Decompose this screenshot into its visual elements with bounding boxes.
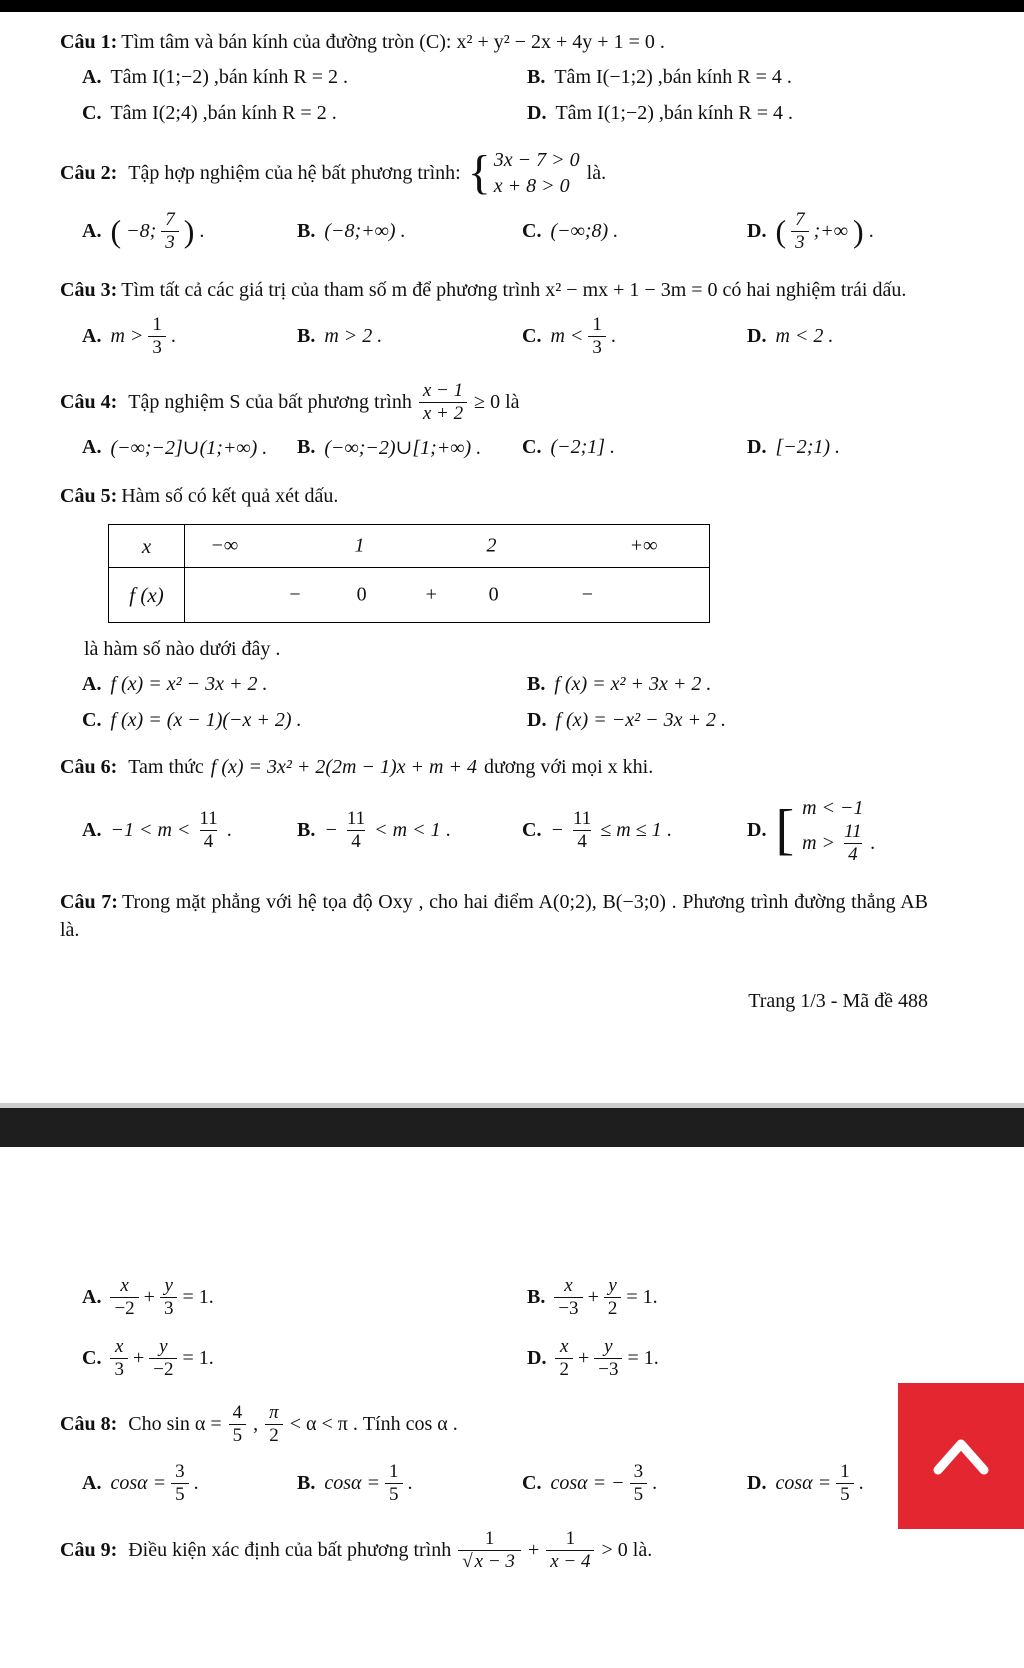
- fraction: [588, 314, 606, 359]
- option-label: B.: [527, 66, 546, 88]
- fraction: [265, 1402, 283, 1447]
- option-b: [297, 1461, 522, 1506]
- numerator: 11: [199, 808, 218, 830]
- numerator: 7: [795, 209, 805, 230]
- denominator: 2: [604, 1297, 622, 1320]
- table-cell: 0: [488, 583, 499, 606]
- question-5-label: Câu 5:: [60, 485, 118, 508]
- numerator: 7: [165, 209, 175, 230]
- numerator: x: [120, 1275, 129, 1296]
- numerator: 3: [633, 1461, 644, 1483]
- option-label: C.: [522, 1471, 542, 1494]
- question-1-text: Tìm tâm và bán kính của đường tròn (C): x² + y² − 2x + 4y + 1 = 0 .: [121, 31, 665, 53]
- option-b: [297, 435, 522, 460]
- option-text: cosα =: [110, 1471, 167, 1494]
- question-4-text-after: ≥ 0 là: [474, 391, 520, 414]
- denominator: 5: [836, 1483, 854, 1506]
- option-label: A.: [82, 1285, 102, 1308]
- fraction: [594, 1336, 622, 1381]
- option-text: f (x) = x² − 3x + 2 .: [110, 673, 268, 696]
- option-label: D.: [747, 324, 767, 347]
- option-end: .: [170, 324, 176, 347]
- question-8-line: [60, 1402, 928, 1447]
- radicand: x − 3: [474, 1550, 515, 1572]
- question-4-options: [60, 435, 928, 460]
- option-c: [82, 709, 527, 732]
- denominator: 3: [160, 1297, 178, 1320]
- option-label: C.: [522, 219, 542, 242]
- option-end: .: [870, 832, 876, 855]
- option-text: m <: [550, 324, 584, 347]
- option-end: = 1.: [626, 1285, 658, 1308]
- option-end: .: [858, 1471, 864, 1494]
- option-label: A.: [82, 436, 102, 459]
- question-8-label: Câu 8:: [60, 1413, 118, 1436]
- numerator: y: [164, 1275, 173, 1296]
- sign-table-row-fx: [109, 568, 710, 623]
- option-label: A.: [82, 1471, 102, 1494]
- denominator: [458, 1550, 521, 1573]
- question-8-text: Cho sin α =: [128, 1413, 222, 1436]
- question-1-label: Câu 1:: [60, 31, 118, 53]
- option-d: [747, 209, 928, 254]
- option-end: = 1.: [627, 1346, 659, 1369]
- fraction: [110, 1336, 128, 1381]
- option-d: [747, 795, 928, 866]
- option-label: C.: [82, 102, 102, 124]
- question-3-options: [60, 314, 928, 359]
- option-label: D.: [747, 818, 767, 841]
- sign-table-row-x: [109, 525, 710, 568]
- question-9-text: Điều kiện xác định của bất phương trình: [128, 1538, 452, 1561]
- option-c: [522, 314, 747, 359]
- option-text: [−2;1) .: [775, 436, 841, 459]
- open-paren: (: [775, 213, 787, 250]
- table-cell: +∞: [629, 534, 658, 557]
- sign-table-header-x: x: [109, 525, 185, 568]
- bracket-line-1: m < −1: [802, 797, 864, 820]
- question-9: [60, 1528, 928, 1573]
- numerator: 11: [572, 808, 592, 830]
- question-6-options: [60, 795, 928, 866]
- numerator: 1: [484, 1527, 495, 1549]
- option-label: D.: [527, 1346, 547, 1369]
- option-b: [527, 1275, 928, 1320]
- system-line-2: x + 8 > 0: [493, 175, 570, 197]
- question-1-options: [60, 66, 928, 125]
- numerator: 3: [175, 1461, 185, 1483]
- top-bar: [0, 0, 1024, 12]
- question-8-options: [60, 1461, 928, 1506]
- question-2-line: [60, 147, 928, 199]
- question-8: [60, 1402, 928, 1505]
- denominator: 3: [161, 231, 179, 254]
- numerator: x: [114, 1335, 124, 1357]
- bracket-line-2: [802, 821, 876, 866]
- fraction: [229, 1402, 247, 1447]
- fraction: [630, 1461, 648, 1506]
- denominator: −2: [149, 1358, 177, 1381]
- option-text: (−2;1] .: [550, 436, 616, 459]
- fraction: [171, 1461, 189, 1506]
- option-text: cosα =: [324, 1471, 380, 1494]
- denominator: 2: [265, 1424, 283, 1447]
- option-label: D.: [747, 219, 767, 242]
- denominator: −2: [110, 1297, 138, 1320]
- option-end: .: [652, 1471, 658, 1494]
- question-5-text: Hàm số có kết quả xét dấu.: [121, 485, 339, 508]
- option-end: .: [226, 818, 232, 841]
- page-footer: [60, 990, 928, 1013]
- table-cell: −∞: [210, 534, 239, 557]
- option-d: [747, 325, 928, 348]
- fraction: [546, 1528, 594, 1573]
- question-7-label: Câu 7:: [60, 890, 118, 913]
- option-text: m >: [110, 324, 144, 347]
- question-3-label: Câu 3:: [60, 278, 118, 301]
- denominator: 5: [630, 1483, 648, 1506]
- option-label: D.: [747, 436, 767, 459]
- question-5: [60, 482, 928, 732]
- radical-sign: √: [462, 1550, 473, 1572]
- question-2-label: Câu 2:: [60, 161, 118, 184]
- option-label: B.: [297, 219, 316, 242]
- denominator: 4: [573, 830, 591, 853]
- plus-sign: +: [577, 1346, 590, 1369]
- option-label: D.: [747, 1471, 767, 1494]
- option-text: m >: [802, 832, 836, 855]
- option-label: A.: [82, 324, 102, 347]
- fraction: [195, 808, 221, 853]
- question-6-label: Câu 6:: [60, 756, 118, 779]
- separator-dark-band: [0, 1108, 1024, 1147]
- fraction: [836, 1461, 854, 1506]
- option-text: f (x) = (x − 1)(−x + 2) .: [110, 709, 302, 732]
- fraction: [555, 1336, 573, 1381]
- plus-sign: +: [132, 1346, 145, 1369]
- numerator: 1: [389, 1461, 399, 1483]
- option-label: B.: [297, 436, 316, 459]
- question-4-text: Tập nghiệm S của bất phương trình: [128, 391, 412, 414]
- denominator: 4: [844, 843, 862, 866]
- close-paren: ): [853, 213, 864, 250]
- fraction: [458, 1528, 521, 1573]
- question-2-text: Tập hợp nghiệm của hệ bất phương trình:: [128, 161, 461, 184]
- option-text: −: [550, 818, 564, 841]
- fraction: [554, 1275, 582, 1320]
- option-end: .: [199, 219, 205, 242]
- option-label: B.: [297, 1471, 316, 1494]
- numerator: 1: [152, 313, 162, 335]
- option-end: .: [193, 1471, 199, 1494]
- question-7: [60, 888, 928, 944]
- question-6-formula: f (x) = 3x² + 2(2m − 1)x + m + 4: [210, 756, 477, 779]
- plus-sign: +: [587, 1285, 599, 1308]
- table-cell: 0: [356, 583, 367, 606]
- question-7-line: [60, 888, 928, 944]
- table-cell: +: [425, 583, 437, 606]
- fraction: [419, 380, 467, 425]
- question-5-options: [60, 673, 928, 732]
- question-5-followup: là hàm số nào dưới đây .: [84, 638, 281, 661]
- option-text: −1 < m <: [110, 818, 191, 841]
- numerator: y: [604, 1335, 613, 1357]
- denominator: 3: [588, 336, 606, 359]
- option-d: [527, 102, 928, 125]
- option-label: A.: [82, 219, 102, 242]
- option-text: Tâm I(2;4) ,bán kính R = 2 .: [110, 102, 337, 124]
- fraction: [791, 209, 809, 254]
- option-label: A.: [82, 673, 102, 696]
- option-a: [82, 314, 297, 359]
- denominator: 3: [148, 336, 166, 359]
- option-label: A.: [82, 818, 102, 841]
- numerator: π: [269, 1402, 279, 1424]
- question-6-text-after: dương với mọi x khi.: [483, 756, 654, 779]
- option-c: [82, 1336, 527, 1381]
- denominator: 3: [110, 1358, 128, 1381]
- option-text: (−∞;8) .: [550, 219, 619, 242]
- numerator: 1: [592, 313, 602, 335]
- fraction: [840, 821, 866, 866]
- option-label: B.: [297, 818, 316, 841]
- question-2-text-after: là.: [586, 161, 607, 184]
- question-6-text: Tam thức: [128, 756, 204, 779]
- fraction: [385, 1461, 403, 1506]
- question-1-line: [60, 28, 928, 56]
- option-text: f (x) = x² + 3x + 2 .: [554, 673, 712, 696]
- question-3: [60, 276, 928, 359]
- option-text: −: [324, 818, 338, 841]
- question-4: [60, 380, 928, 460]
- numerator: 11: [844, 821, 862, 843]
- fraction: [604, 1275, 622, 1320]
- option-c: [82, 102, 527, 125]
- option-a: [82, 209, 297, 254]
- option-b: [297, 808, 522, 853]
- option-label: C.: [522, 818, 542, 841]
- fraction: [161, 209, 179, 254]
- question-4-line: [60, 380, 928, 425]
- denominator: x + 2: [419, 402, 467, 425]
- page-1: [0, 12, 1024, 1103]
- numerator: 1: [565, 1527, 576, 1549]
- option-d: [527, 709, 928, 732]
- option-label: B.: [527, 673, 546, 696]
- question-9-text-after: > 0 là.: [601, 1538, 653, 1561]
- option-a: [82, 1275, 527, 1320]
- numerator: 1: [840, 1461, 850, 1483]
- numerator: x − 1: [422, 380, 464, 402]
- table-cell: −: [289, 583, 301, 606]
- numerator: 4: [232, 1402, 243, 1424]
- option-label: C.: [82, 709, 102, 732]
- denominator: 5: [385, 1483, 403, 1506]
- question-6-line: [60, 754, 928, 781]
- plus-sign: +: [143, 1285, 155, 1308]
- question-7-text: Trong mặt phẳng với hệ tọa độ Oxy , cho hai điểm A(0;2), B(−3;0) . Phương trình đường thẳng AB là.: [60, 890, 928, 941]
- option-text: m < 2 .: [775, 324, 834, 347]
- numerator: y: [159, 1335, 168, 1357]
- option-b: [297, 325, 522, 348]
- system-bracket: [: [775, 799, 795, 862]
- table-cell: −: [581, 583, 594, 606]
- option-d: [747, 436, 928, 459]
- question-8-text-after: < α < π . Tính cos α .: [289, 1413, 458, 1436]
- option-a: [82, 673, 527, 696]
- question-3-text: Tìm tất cả các giá trị của tham số m để phương trình x² − mx + 1 − 3m = 0 có hai nghiệm trái dấu.: [121, 278, 907, 301]
- option-text: (−8;+∞) .: [324, 219, 406, 242]
- denominator: 5: [171, 1483, 189, 1506]
- option-c: [522, 220, 747, 243]
- option-label: C.: [522, 324, 542, 347]
- plus-sign: +: [527, 1538, 540, 1561]
- numerator: x: [559, 1335, 569, 1357]
- numerator: 11: [346, 808, 366, 830]
- option-end: .: [868, 219, 874, 242]
- sign-table: [108, 524, 710, 623]
- question-2-options: [60, 209, 928, 254]
- inequality-system: [468, 147, 580, 199]
- denominator: 3: [791, 231, 809, 254]
- table-cell: 2: [486, 534, 497, 557]
- option-text: (−∞;−2)∪[1;+∞) .: [324, 437, 482, 460]
- denominator: 2: [555, 1358, 573, 1381]
- fraction: [148, 314, 166, 359]
- fraction: [110, 1275, 138, 1320]
- denominator: −3: [594, 1358, 622, 1381]
- option-end: = 1.: [182, 1285, 214, 1308]
- question-5-text-after: [60, 635, 928, 663]
- fraction: [569, 808, 595, 853]
- denominator: 4: [347, 830, 365, 853]
- option-end: = 1.: [182, 1346, 214, 1369]
- close-paren: ): [183, 213, 195, 250]
- fraction: [343, 808, 369, 853]
- option-c: [522, 808, 747, 853]
- option-label: D.: [527, 709, 547, 732]
- option-end: .: [445, 818, 451, 841]
- option-end: .: [407, 1471, 413, 1494]
- question-9-label: Câu 9:: [60, 1538, 118, 1561]
- option-a: [82, 808, 297, 853]
- option-text: ;+∞: [813, 219, 849, 242]
- option-text: m > 2 .: [324, 324, 383, 347]
- option-text: Tâm I(−1;2) ,bán kính R = 4 .: [554, 66, 792, 88]
- question-3-line: [60, 276, 928, 304]
- option-text: cosα =: [775, 1471, 832, 1494]
- numerator: y: [608, 1275, 617, 1296]
- option-d: [527, 1336, 928, 1381]
- comma: ,: [253, 1413, 259, 1436]
- denominator: 4: [200, 830, 218, 853]
- option-end: .: [666, 818, 672, 841]
- denominator: −3: [554, 1297, 582, 1320]
- option-b: [297, 220, 522, 243]
- system-line-1: 3x − 7 > 0: [493, 149, 580, 171]
- sign-table-x-values: [185, 525, 709, 567]
- option-a: [82, 1461, 297, 1506]
- sign-table-fx-values: [185, 568, 709, 622]
- option-label: B.: [297, 324, 316, 347]
- option-text: ≤ m ≤ 1: [600, 818, 662, 841]
- question-4-label: Câu 4:: [60, 391, 118, 414]
- system-lines: [494, 147, 580, 199]
- system-brace: {: [467, 146, 491, 199]
- page-separator: [0, 1103, 1024, 1147]
- option-end: .: [610, 324, 616, 347]
- question-1: [60, 28, 928, 125]
- option-a: [82, 435, 297, 460]
- page-number: Trang 1/3 - Mã đề 488: [748, 989, 928, 1012]
- option-label: C.: [82, 1346, 102, 1369]
- option-text: f (x) = −x² − 3x + 2 .: [555, 709, 726, 732]
- option-label: C.: [522, 436, 542, 459]
- chevron-up-icon: [928, 1432, 994, 1480]
- option-label: B.: [527, 1285, 546, 1308]
- denominator: 5: [229, 1424, 247, 1447]
- question-6: [60, 754, 928, 866]
- option-c: [522, 1461, 747, 1506]
- table-cell: 1: [354, 534, 365, 557]
- question-7-options: [60, 1275, 928, 1380]
- numerator: x: [564, 1275, 573, 1296]
- sign-table-header-fx: f (x): [109, 568, 185, 623]
- option-text: < m < 1: [374, 818, 441, 841]
- option-label: A.: [82, 66, 102, 88]
- scroll-top-button[interactable]: [898, 1383, 1024, 1529]
- page-2: [0, 1147, 1024, 1572]
- option-c: [522, 436, 747, 459]
- open-paren: (: [110, 213, 122, 250]
- bracket-lines: [802, 795, 876, 866]
- option-b: [527, 673, 928, 696]
- question-2: [60, 147, 928, 254]
- option-text: Tâm I(1;−2) ,bán kính R = 4 .: [555, 102, 793, 124]
- option-label: D.: [527, 102, 547, 124]
- option-text: cosα = −: [550, 1471, 625, 1494]
- option-a: [82, 66, 527, 89]
- option-text: Tâm I(1;−2) ,bán kính R = 2 .: [110, 66, 348, 88]
- fraction: [160, 1275, 178, 1320]
- question-5-line: [60, 482, 928, 510]
- question-9-line: [60, 1528, 928, 1573]
- option-b: [527, 66, 928, 89]
- fraction: [149, 1336, 177, 1381]
- option-text: −8;: [126, 219, 157, 242]
- denominator: x − 4: [546, 1550, 594, 1573]
- option-text: (−∞;−2]∪(1;+∞) .: [110, 437, 268, 460]
